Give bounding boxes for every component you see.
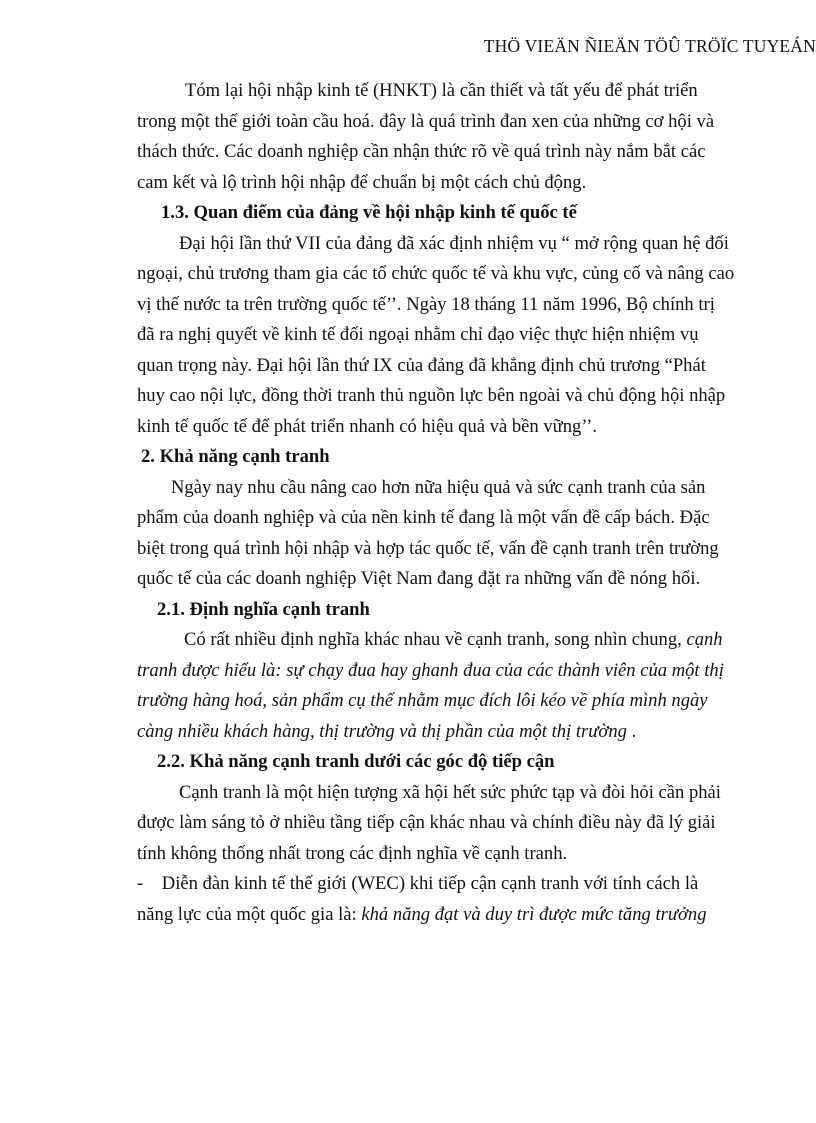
paragraph-line: càng nhiều khách hàng, thị trường và thị phần của một thị trường . [137,720,637,742]
list-item-line: - Diễn đàn kinh tế thế giới (WEC) khi tiếp cận cạnh tranh với tính cách là [137,873,699,894]
section-heading: 2.2. Khả năng cạnh tranh dưới các góc độ tiếp cận [157,751,555,772]
paragraph-line: quốc tế của các doanh nghiệp Việt Nam đang đặt ra những vấn đề nóng hổi. [137,568,701,589]
paragraph-line: thách thức. Các doanh nghiệp cần nhận thức rõ về quá trình này nắm bắt các [137,141,706,162]
paragraph-line: Tóm lại hội nhập kinh tế (HNKT) là cần thiết và tất yếu để phát triển [185,80,698,101]
paragraph-line: trường hàng hoá, sản phẩm cụ thể nhằm mục đích lôi kéo về phía mình ngày [137,690,708,711]
paragraph-line: phẩm của doanh nghiệp và của nền kinh tế đang là một vấn đề cấp bách. Đặc [137,507,710,528]
paragraph-line: cam kết và lộ trình hội nhập để chuẩn bị một cách chủ động. [137,171,587,193]
paragraph-line: huy cao nội lực, đồng thời tranh thủ nguồn lực bên ngoài và chủ động hội nhập [137,385,726,406]
page-header-title: THÖ VIEÄN ÑIEÄN TÖÛ TRÖÏC TUYEÁN [483,36,816,56]
section-heading: 2.1. Định nghĩa cạnh tranh [157,598,370,620]
paragraph-line: tính không thống nhất trong các định nghĩa về cạnh tranh. [137,842,568,864]
paragraph-line: đã ra nghị quyết về kinh tế đối ngoại nhằm chỉ đạo việc thực hiện nhiệm vụ [137,324,699,345]
paragraph-line: vị thế nước ta trên trường quốc tế’’. Ngày 18 tháng 11 năm 1996, Bộ chính trị [137,293,715,315]
paragraph-line: Ngày nay nhu cầu nâng cao hơn nữa hiệu quả và sức cạnh tranh của sản [171,476,706,498]
paragraph-line: trong một thế giới toàn cầu hoá. đây là quá trình đan xen của những cơ hội và [137,110,715,132]
paragraph-line: biệt trong quá trình hội nhập và hợp tác quốc tế, vấn đề cạnh tranh trên trường [137,537,719,559]
paragraph-line: ngoại, chủ trương tham gia các tổ chức quốc tế và khu vực, củng cố và nâng cao [137,263,735,284]
paragraph-line: Đại hội lần thứ VII của đảng đã xác định nhiệm vụ “ mở rộng quan hệ đối [179,232,729,254]
section-heading: 2. Khả năng cạnh tranh [141,446,330,467]
paragraph-line: Có rất nhiều định nghĩa khác nhau về cạnh tranh, song nhìn chung, cạnh [184,629,723,650]
paragraph-line: quan trọng này. Đại hội lần thứ IX của đảng đã khẳng định chủ trương “Phát [137,354,706,376]
paragraph-line: năng lực của một quốc gia là: khả năng đạt và duy trì được mức tăng trưởng [137,903,707,925]
paragraph-line: Cạnh tranh là một hiện tượng xã hội hết sức phức tạp và đòi hỏi cần phải [179,781,721,803]
section-heading: 1.3. Quan điểm của đảng về hội nhập kinh tế quốc tế [161,202,577,223]
document-body [137,76,737,930]
paragraph-line: tranh được hiểu là: sự chạy đua hay ghanh đua của các thành viên của một thị [137,659,724,681]
paragraph-line: được làm sáng tỏ ở nhiều tầng tiếp cận khác nhau và chính điều này đã lý giải [137,812,716,833]
paragraph-line: kinh tế quốc tế để phát triển nhanh có hiệu quả và bền vững’’. [137,415,597,437]
